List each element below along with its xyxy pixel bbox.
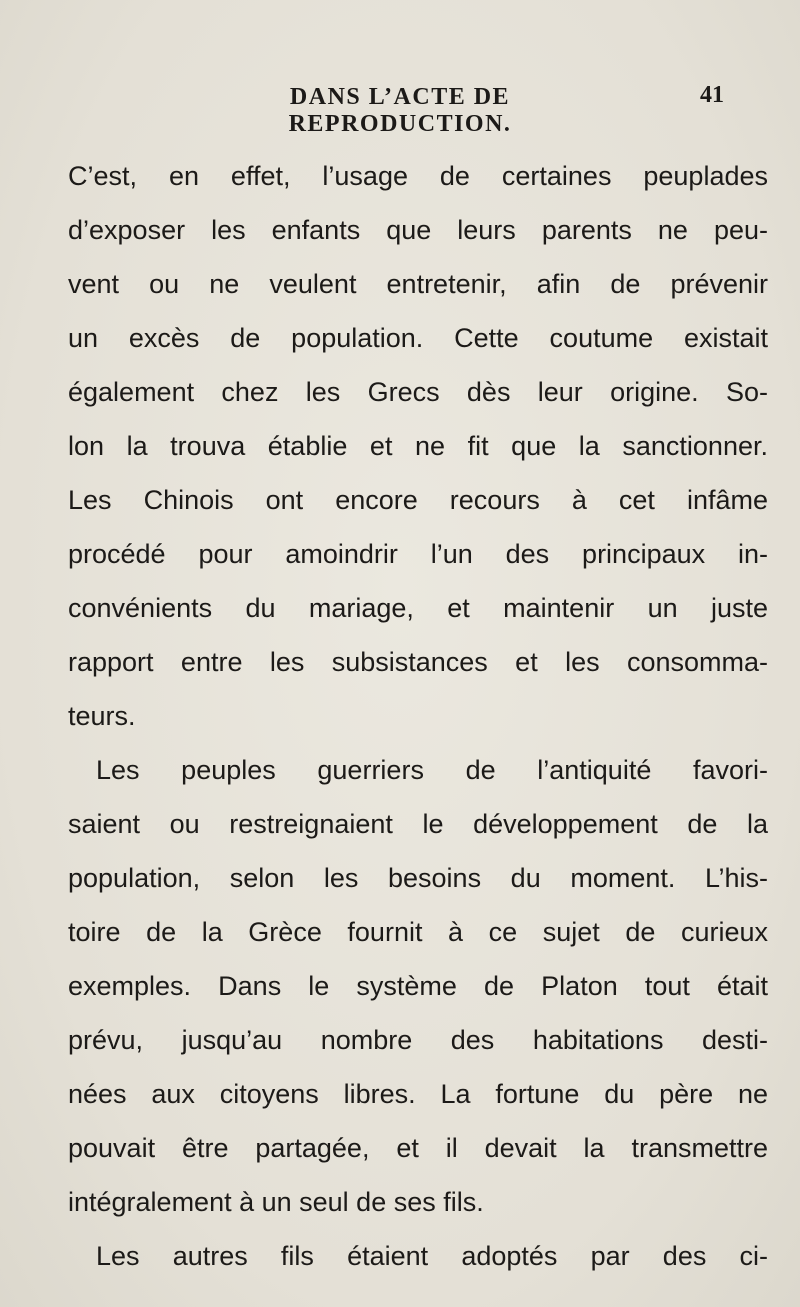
page-number: 41 bbox=[700, 82, 724, 108]
text-line: Les peuples guerriers de l’antiquité favori- bbox=[96, 755, 768, 785]
text-line: d’exposer les enfants que leurs parents ne peu- bbox=[68, 215, 768, 245]
text-line: rapport entre les subsistances et les consomma- bbox=[68, 647, 768, 677]
text-line: population, selon les besoins du moment. L’his- bbox=[68, 863, 768, 893]
text-line: un excès de population. Cette coutume existait bbox=[68, 323, 768, 353]
text-line: procédé pour amoindrir l’un des principaux in- bbox=[68, 539, 768, 569]
text-line: saient ou restreignaient le développement de la bbox=[68, 809, 768, 839]
text-line: vent ou ne veulent entretenir, afin de prévenir bbox=[68, 269, 768, 299]
running-head: DANS L’ACTE DE REPRODUCTION. bbox=[288, 84, 512, 137]
text-line: C’est, en effet, l’usage de certaines peuplades bbox=[68, 161, 768, 191]
text-line: teurs. bbox=[68, 701, 136, 731]
text-line: Les Chinois ont encore recours à cet infâme bbox=[68, 485, 768, 515]
text-line: également chez les Grecs dès leur origine. So- bbox=[68, 377, 768, 407]
text-line: toire de la Grèce fournit à ce sujet de curieux bbox=[68, 917, 768, 947]
text-line: Les autres fils étaient adoptés par des ci- bbox=[96, 1241, 768, 1271]
text-line: exemples. Dans le système de Platon tout était bbox=[68, 971, 768, 1001]
text-line: prévu, jusqu’au nombre des habitations desti- bbox=[68, 1025, 768, 1055]
text-line: convénients du mariage, et maintenir un juste bbox=[68, 593, 768, 623]
text-line: nées aux citoyens libres. La fortune du père ne bbox=[68, 1079, 768, 1109]
text-line: lon la trouva établie et ne fit que la sanctionner. bbox=[68, 431, 768, 461]
text-line: intégralement à un seul de ses fils. bbox=[68, 1187, 484, 1217]
text-line: pouvait être partagée, et il devait la transmettre bbox=[68, 1133, 768, 1163]
